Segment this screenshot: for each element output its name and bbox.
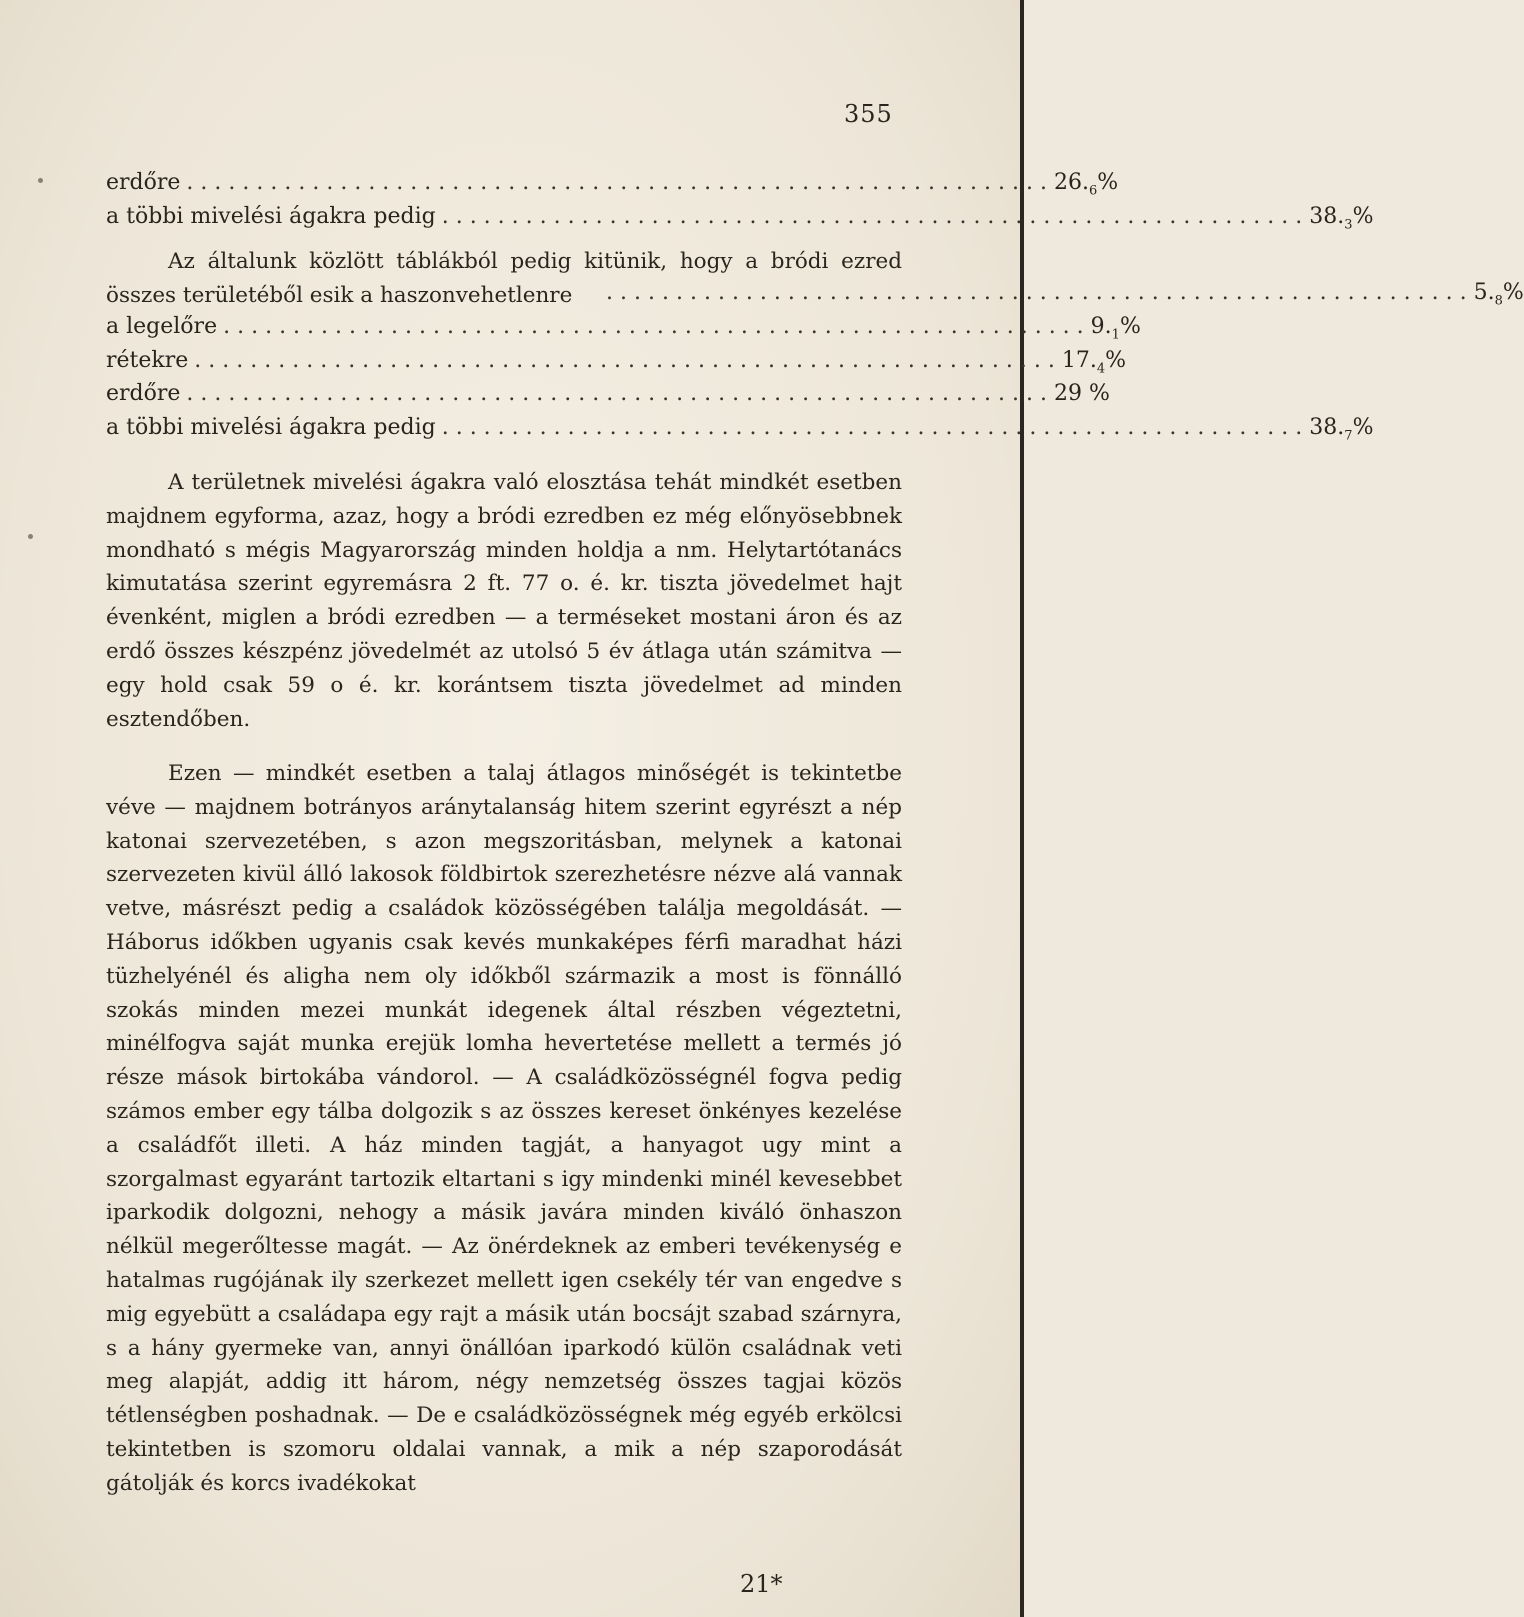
signature-mark: 21* (740, 1570, 783, 1598)
stat-row (106, 203, 1374, 238)
leader-dots: .............................................................. (441, 203, 1310, 229)
leader-dots: .............................................................. (606, 280, 1474, 305)
stat-value: 29 % (1053, 381, 1110, 407)
stat-row (600, 280, 1524, 314)
leader-dots: .............................................................. (441, 414, 1310, 440)
page-edge (1020, 0, 1024, 1617)
leader-dots: .............................................................. (223, 314, 1091, 339)
stat-label: a többi mivelési ágakra pedig (106, 414, 436, 440)
stat-row (106, 414, 1374, 449)
leader-dots: .............................................................. (186, 381, 1054, 407)
stat-row (106, 381, 1110, 415)
stat-row (106, 170, 1119, 204)
stat-label: erdőre (106, 170, 181, 195)
stats-bottom (106, 314, 1374, 448)
stat-first (600, 280, 1524, 314)
page-number: 355 (844, 100, 893, 128)
stat-label: a legelőre (106, 314, 218, 339)
stat-row (106, 314, 1141, 348)
paragraph-2: Ezen — mindkét esetben a talaj átlagos minőségét is tekintetbe véve — majdnem botrányos aránytalanság hitem szerint egyrészt a nép katonai szervezetében, s azon megszoritásban, melynek a katonai szervezeten kivül álló lakosok földbirtok szerezhetésre nézve alá vannak vetve, másrészt pedig a családok közösségében találja megoldását. — Háborus időkben ugyanis csak kevés munkaképes férfi maradhat házi tüzhelyénél és aligha nem oly időkből származik a most is fönnálló szokás minden mezei munkát idegenek által részben végeztetni, minélfogva saját munka erejük lomha hevertetése mellett a termés jó része mások birtokába vándorol. — A családközösségnél fogva pedig számos ember egy tálba dolgozik s az összes kereset önkényes kezelése a családfőt illeti. A ház minden tagját, a hanyagot ugy mint a szorgalmast egyaránt tartozik eltartani s igy mindenki minél kevesebbet iparkodik dolgozni, nehogy a másik javára minden kiváló önhaszon nélkül megerőltesse magát. — Az önérdeknek az emberi tevékenység e hatalmas rugójának ily szerkezet mellett igen csekély tér van engedve s mig egyebütt a családapa egy rajt a másik után bocsájt szabad szárnyra, s a hány gyermeke van, annyi önállóan iparkodó külön családnak veti meg alapját, addig itt három, négy nemzetség összes tagjai közös tétlenségben poshadnak. — De e családközösségnek még egyéb erkölcsi tekintetben is szomoru oldalai vannak, a mik a nép szaporodását gátolják és korcs ivadékokat (106, 761, 902, 1496)
leader-dots: .............................................................. (194, 347, 1062, 373)
stat-row (106, 347, 1127, 382)
stat-value: $9._1\%$ (1090, 314, 1141, 343)
ink-speck (28, 534, 33, 539)
leader-dots: .............................................................. (186, 170, 1054, 195)
ink-speck (38, 178, 43, 183)
stat-value: $17._4\%$ (1061, 347, 1127, 376)
stats-top (106, 170, 1374, 237)
stat-value: $26._6\%$ (1053, 170, 1119, 199)
stat-label: rétekre (106, 347, 189, 373)
stat-value: $38._3\%$ (1309, 203, 1374, 232)
stat-label: a többi mivelési ágakra pedig (106, 203, 436, 229)
paragraph-1: A területnek mivelési ágakra való elosztása tehát mindkét esetben majdnem egyforma, azaz, hogy a bródi ezredben ez még előnyösebbnek mondható s mégis Magyarország minden holdja a nm. Helytartótanács kimutatása szerint egyremásra 2 ft. 77 o. é. kr. tiszta jövedelmet hajt évenként, miglen a bródi ezredben — a terméseket mostani áron és az erdő összes készpénz jövedelmét az utolsó 5 év átlaga után számitva — egy hold csak 59 o é. kr. korántsem tiszta jövedelmet ad minden esztendőben. (106, 470, 902, 732)
intro-text: Az általunk közlött táblákból pedig kitünik, hogy a bródi ezred összes területéből esik a haszonvehetlenre (106, 249, 902, 308)
stat-label: erdőre (106, 381, 181, 407)
stat-value: $5._8\%$ (1473, 280, 1524, 309)
stat-value: $38._7\%$ (1309, 414, 1374, 444)
